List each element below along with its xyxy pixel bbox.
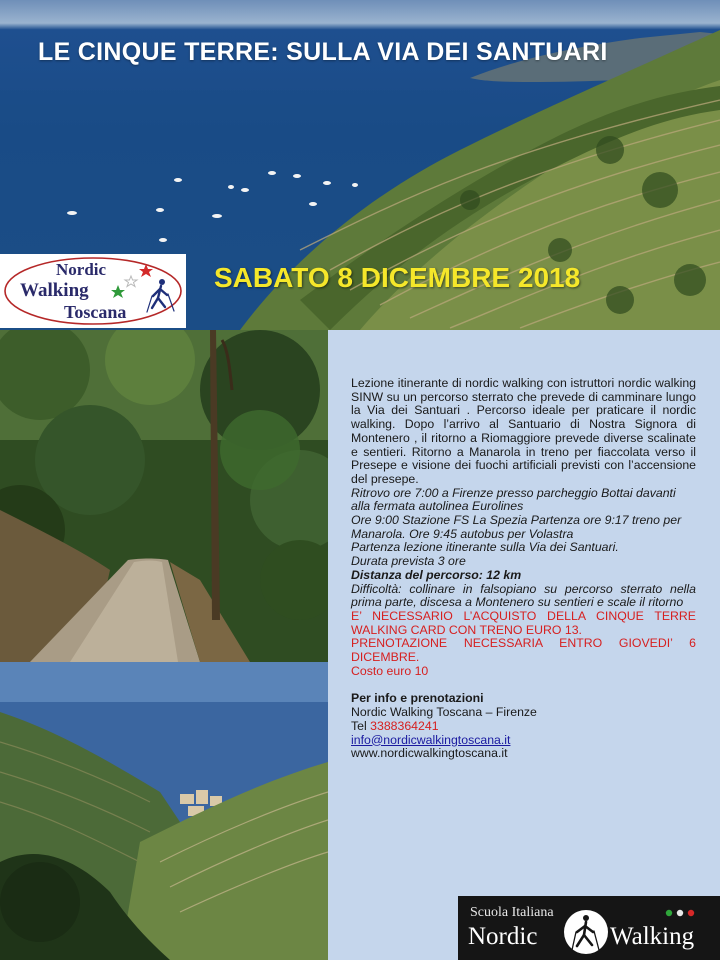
meeting-point: Ritrovo ore 7:00 a Firenze presso parcheggio Bottai davanti alla fermata autolinea Eurolines bbox=[351, 485, 676, 514]
duration-info: Durata prevista 3 ore bbox=[351, 554, 466, 569]
coast-photo bbox=[0, 662, 328, 960]
nordic-walking-toscana-logo bbox=[0, 254, 186, 328]
scuola-italiana-nordic-walking-logo bbox=[458, 896, 720, 960]
contacts-heading: Per info e prenotazioni bbox=[351, 691, 484, 706]
start-info: Partenza lezione itinerante sulla Via dei Santuari. bbox=[351, 540, 619, 555]
contacts-org: Nordic Walking Toscana – Firenze bbox=[351, 705, 537, 720]
logo-text-walking: Walking bbox=[20, 280, 89, 301]
card-notice: E’ NECESSARIO L’ACQUISTO DELLA CINQUE TERRE WALKING CARD CON TRENO EURO 13. bbox=[351, 608, 696, 637]
difficulty-info: Difficoltà: collinare in falsopiano su percorso sterrato nella prima parte, discesa a Montenero su sentieri e scale il ritorno bbox=[351, 581, 696, 610]
green-star-icon bbox=[111, 285, 125, 298]
badge-text-scuola: Scuola Italiana bbox=[470, 905, 554, 920]
email-link[interactable]: info@nordicwalkingtoscana.it bbox=[351, 732, 511, 747]
intro-paragraph: Lezione itinerante di nordic walking con istruttori nordic walking SINW su un percorso sterrato che prevede di camminare lungo la Via dei Santuari . Percorso ideale per praticare il nordic walking. Dopo l’arrivo al Santuario di Nostra Signora di Montenero , il ritorno a Riomaggiore prevede diverse scalinate e sentieri. Ritorno a Manarola in treno per fiaccolata verso il Presepe e visione dei fuochi artificiali previsti con l’accensione del presepe. bbox=[351, 376, 696, 486]
cost-info: Costo euro 10 bbox=[351, 663, 429, 678]
booking-notice: PRENOTAZIONE NECESSARIA ENTRO GIOVEDI’ 6 DICEMBRE. bbox=[351, 636, 696, 665]
white-star-icon bbox=[125, 276, 137, 287]
trail-photo bbox=[0, 330, 328, 662]
logo-text-toscana: Toscana bbox=[64, 302, 127, 322]
event-details bbox=[351, 377, 696, 761]
green-star-icon bbox=[666, 910, 672, 916]
phone-number[interactable]: 3388364241 bbox=[370, 718, 439, 733]
badge-text-nordic: Nordic bbox=[468, 923, 538, 950]
white-star-icon bbox=[677, 910, 683, 916]
badge-text-walking: Walking bbox=[610, 923, 695, 950]
event-date: SABATO 8 DICEMBRE 2018 bbox=[214, 262, 581, 293]
phone-label: Tel bbox=[351, 718, 371, 733]
red-star-icon bbox=[688, 910, 694, 916]
contacts-phone-line bbox=[351, 720, 696, 734]
page-title: LE CINQUE TERRE: SULLA VIA DEI SANTUARI bbox=[38, 38, 608, 66]
train-schedule: Ore 9:00 Stazione FS La Spezia Partenza ore 9:17 treno per Manarola. Ore 9:45 autobus per Volastra bbox=[351, 513, 682, 541]
distance-info: Distanza del percorso: 12 km bbox=[351, 567, 522, 582]
website-link[interactable]: www.nordicwalkingtoscana.it bbox=[351, 746, 508, 761]
logo-text-nordic: Nordic bbox=[56, 260, 107, 279]
